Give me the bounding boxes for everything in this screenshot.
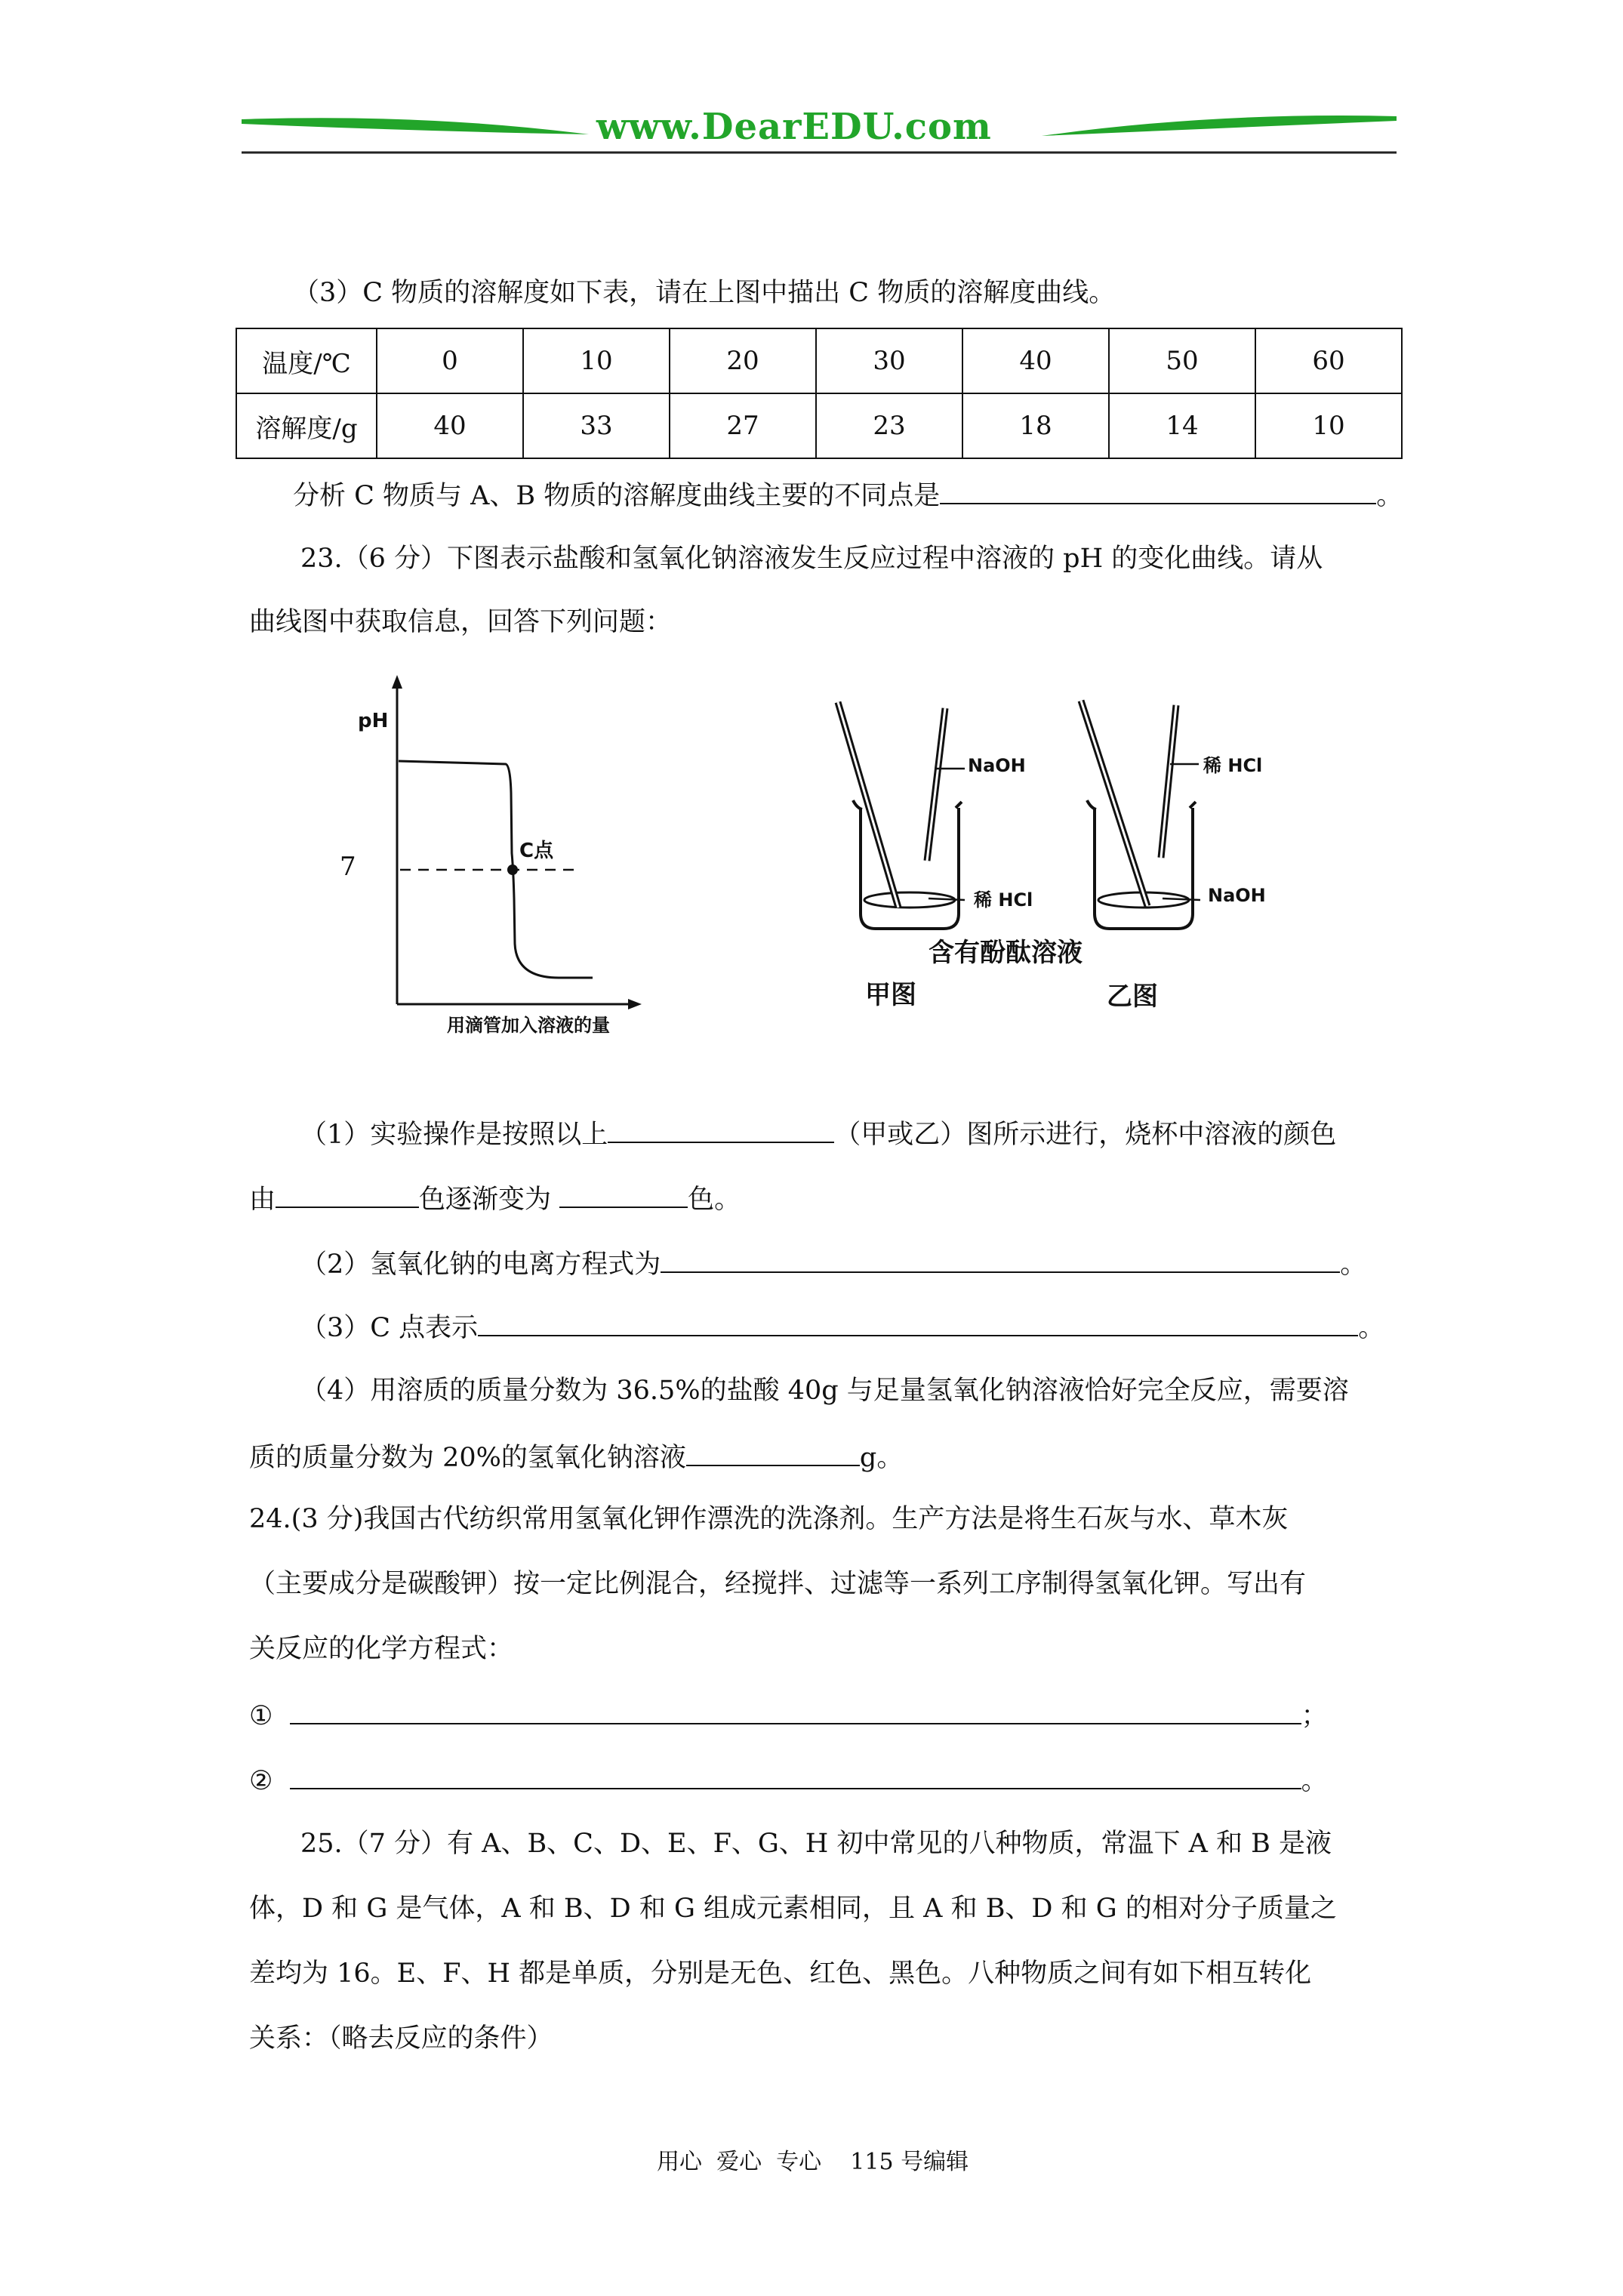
- q24-line2: （主要成分是碳酸钾）按一定比例混合，经搅拌、过滤等一系列工序制得氢氧化钾。写出有: [249, 1569, 1307, 1599]
- jia-beaker-label: 稀 HCl: [974, 889, 1033, 911]
- punctuation: 。: [1301, 1766, 1328, 1796]
- punctuation: 。: [1340, 1250, 1367, 1280]
- circled-number-2: ②: [249, 1766, 273, 1796]
- q25-line1: 25.（7 分）有 A、B、C、D、E、F、G、H 初中常见的八种物质，常温下 A 和 B 是液: [300, 1829, 1332, 1859]
- c-point-label: C点: [519, 840, 554, 862]
- q22-3-instruction: （3）C 物质的溶解度如下表，请在上图中描出 C 物质的溶解度曲线。: [293, 278, 1116, 308]
- y-axis-arrow-icon: [392, 675, 402, 689]
- answer-blank[interactable]: [478, 1309, 1358, 1336]
- q24-item2: [249, 1762, 1328, 1798]
- q22-3-analysis: [293, 477, 1403, 513]
- answer-blank[interactable]: [686, 1439, 860, 1466]
- q24-item1: [249, 1697, 1328, 1733]
- answer-blank[interactable]: [290, 1762, 1301, 1789]
- table-cell: 10: [1255, 393, 1402, 458]
- analysis-text: 分析 C 物质与 A、B 物质的溶解度曲线主要的不同点是: [293, 481, 941, 511]
- table-cell: 33: [523, 393, 670, 458]
- answer-blank[interactable]: [276, 1181, 419, 1208]
- q24-line1: 24.(3 分)我国古代纺织常用氢氧化钾作漂洗的洗涤剂。生产方法是将生石灰与水、草木灰: [249, 1504, 1289, 1534]
- q23-p4-line2: [249, 1439, 903, 1475]
- answer-blank[interactable]: [559, 1181, 688, 1208]
- solubility-table: [236, 328, 1403, 459]
- table-cell: 30: [816, 328, 962, 393]
- q24-line3: 关反应的化学方程式：: [249, 1634, 514, 1664]
- site-url: www.DearEDU.com: [596, 106, 992, 148]
- jia-caption: 甲图: [865, 980, 916, 1010]
- answer-blank[interactable]: [608, 1116, 834, 1143]
- page-footer: 用心 爱心 专心 115 号编辑: [657, 2149, 969, 2175]
- table-cell: 23: [816, 393, 962, 458]
- q23-p1-line2: [249, 1181, 741, 1216]
- yi-dropper-label: 稀 HCl: [1203, 755, 1263, 776]
- table-cell: 20: [670, 328, 816, 393]
- table-cell: 0: [377, 328, 523, 393]
- c-point-marker: [507, 864, 518, 875]
- q23-p4-text: 质的质量分数为 20%的氢氧化钠溶液: [249, 1443, 686, 1473]
- q25-line2: 体，D 和 G 是气体，A 和 B、D 和 G 组成元素相同，且 A 和 B、D 和 G 的相对分子质量之: [249, 1894, 1337, 1924]
- q23-p2-text: （2）氢氧化钠的电离方程式为: [300, 1250, 661, 1280]
- punctuation: 。: [1376, 481, 1403, 511]
- table-cell: 50: [1109, 328, 1255, 393]
- yi-caption: 乙图: [1107, 982, 1158, 1012]
- q23-p1-text-c: 由: [249, 1185, 276, 1215]
- table-cell: 27: [670, 393, 816, 458]
- beaker-yi-icon: [1081, 701, 1200, 929]
- answer-blank[interactable]: [661, 1246, 1340, 1273]
- beakers-figure: [815, 680, 1298, 1027]
- phenolphthalein-label: 含有酚酞溶液: [929, 938, 1083, 968]
- q23-p1-line1: [300, 1116, 1336, 1151]
- table-cell: 18: [962, 393, 1109, 458]
- q23-intro-line1: 23.（6 分）下图表示盐酸和氢氧化钠溶液发生反应过程中溶液的 pH 的变化曲线。请从: [300, 544, 1323, 574]
- answer-blank[interactable]: [940, 477, 1376, 504]
- q23-p1-text-d: 色逐渐变为: [419, 1185, 552, 1215]
- y-axis-label: pH: [358, 710, 389, 732]
- table-row: [236, 393, 1402, 458]
- answer-blank[interactable]: [290, 1697, 1301, 1724]
- q23-intro-line2: 曲线图中获取信息，回答下列问题：: [249, 607, 673, 637]
- punctuation: 。: [1358, 1313, 1385, 1343]
- table-cell: 40: [962, 328, 1109, 393]
- x-axis-arrow-icon: [628, 999, 642, 1009]
- table-cell: 60: [1255, 328, 1402, 393]
- q23-p1-text-e: 色。: [688, 1185, 741, 1215]
- beaker-jia-icon: [838, 702, 965, 929]
- ph-curve-figure: [332, 672, 649, 1034]
- q25-line3: 差均为 16。E、F、H 都是单质，分别是无色、红色、黑色。八种物质之间有如下相互转化: [249, 1959, 1312, 1989]
- q25-line4: 关系：（略去反应的条件）: [249, 2023, 553, 2054]
- jia-dropper-label: NaOH: [968, 755, 1026, 776]
- x-axis-label: 用滴管加入溶液的量: [447, 1015, 610, 1036]
- table-cell: 14: [1109, 393, 1255, 458]
- q23-p4-line1: （4）用溶质的质量分数为 36.5%的盐酸 40g 与足量氢氧化钠溶液恰好完全反应，需要溶: [300, 1376, 1349, 1406]
- q23-p2: [300, 1246, 1366, 1281]
- table-cell: 40: [377, 393, 523, 458]
- table-cell: 溶解度/g: [236, 393, 377, 458]
- q23-p1-text-b: （甲或乙）图所示进行，烧杯中溶液的颜色: [834, 1120, 1337, 1150]
- circled-number-1: ①: [249, 1701, 273, 1731]
- table-cell: 温度/℃: [236, 328, 377, 393]
- q23-p1-text-a: （1）实验操作是按照以上: [300, 1120, 608, 1150]
- q23-p4-unit: g。: [859, 1443, 904, 1473]
- table-row: [236, 328, 1402, 393]
- y-tick-7: 7: [340, 852, 356, 882]
- header-banner: [242, 106, 1397, 159]
- q23-p3: [300, 1309, 1384, 1345]
- q23-p3-text: （3）C 点表示: [300, 1313, 479, 1343]
- punctuation: ；: [1301, 1701, 1328, 1731]
- yi-beaker-label: NaOH: [1208, 885, 1266, 906]
- table-cell: 10: [523, 328, 670, 393]
